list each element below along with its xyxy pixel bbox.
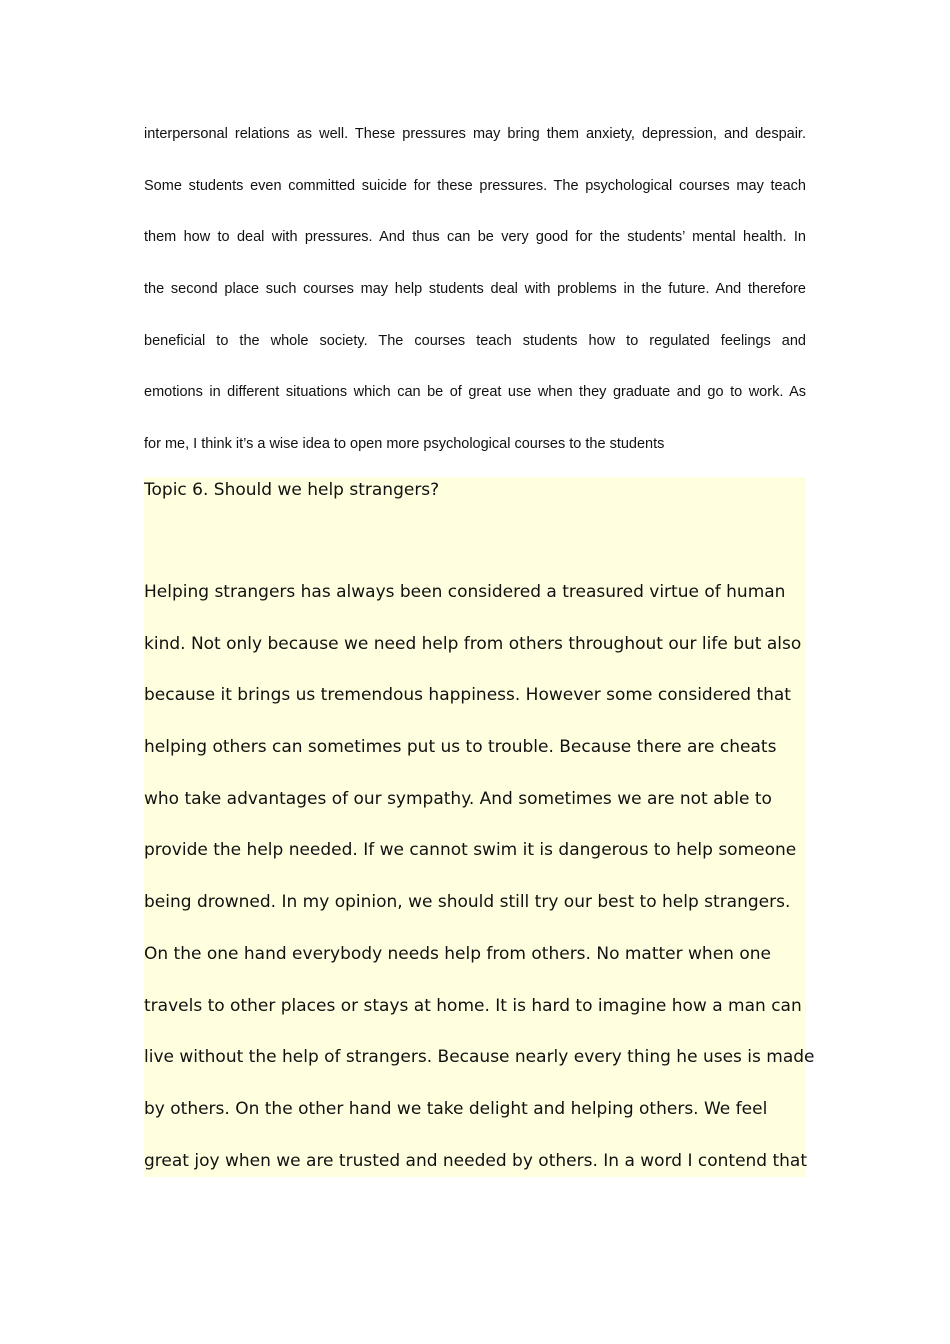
essay-line: because it brings us tremendous happiness. However some considered that <box>144 685 791 706</box>
essay-line: helping others can sometimes put us to trouble. Because there are cheats <box>144 737 777 758</box>
paragraph-line: the second place such courses may help students deal with problems in the future. And therefore <box>144 281 806 298</box>
essay-line: Helping strangers has always been considered a treasured virtue of human <box>144 582 786 602</box>
paragraph-line: beneficial to the whole society. The courses teach students how to regulated feelings and <box>144 332 806 349</box>
essay-line: great joy when we are trusted and needed by others. In a word I contend that <box>144 1150 808 1171</box>
essay-line: kind. Not only because we need help from others throughout our life but also <box>144 633 802 654</box>
topic-heading: Topic 6. Should we help strangers? <box>144 480 440 500</box>
essay-line: On the one hand everybody needs help from others. No matter when one <box>144 943 771 964</box>
essay-paragraph <box>144 567 815 1187</box>
essay-line: provide the help needed. If we cannot swim it is dangerous to help someone <box>144 840 797 861</box>
essay-line: travels to other places or stays at home. It is hard to imagine how a man can <box>144 995 802 1016</box>
paragraph-line: for me, I think it’s a wise idea to open more psychological courses to the students <box>144 436 665 453</box>
essay-line: being drowned. In my opinion, we should still try our best to help strangers. <box>144 892 791 913</box>
previous-essay-paragraph <box>144 109 806 471</box>
paragraph-line: emotions in different situations which can be of great use when they graduate and go to work. As <box>144 384 806 401</box>
essay-line: who take advantages of our sympathy. And sometimes we are not able to <box>144 788 772 809</box>
paragraph-line: them how to deal with pressures. And thus can be very good for the students’ mental health. In <box>144 229 806 246</box>
paragraph-line: Some students even committed suicide for these pressures. The psychological courses may teach <box>144 177 806 194</box>
paragraph-line: interpersonal relations as well. These pressures may bring them anxiety, depression, and despair. <box>144 126 806 142</box>
essay-line: live without the help of strangers. Because nearly every thing he uses is made <box>144 1047 815 1068</box>
essay-line: by others. On the other hand we take delight and helping others. We feel <box>144 1098 768 1119</box>
